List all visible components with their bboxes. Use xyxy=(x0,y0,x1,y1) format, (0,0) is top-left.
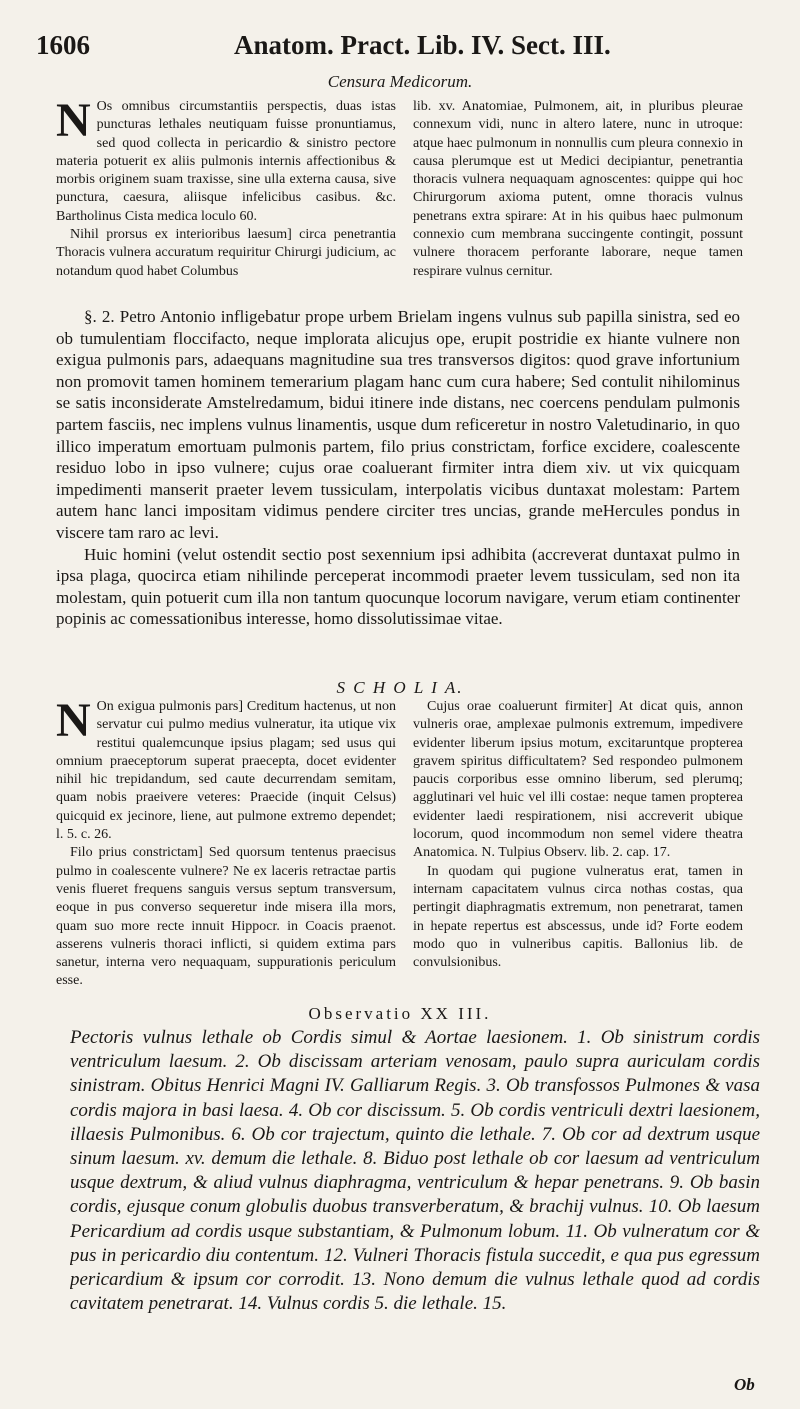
censura-paragraph: Nihil prorsus ex interioribus laesum] circa penetrantia Thoracis vulnera accuratum requiritur Chirurgi judicium, ac notandum quod habet Columbus xyxy=(56,227,396,279)
page-header xyxy=(36,30,756,64)
scholia-heading: S C H O L I A. xyxy=(336,678,464,697)
running-title: Anatom. Pract. Lib. IV. Sect. III. xyxy=(234,30,611,60)
observatio-title: Observatio XX III. xyxy=(308,1004,492,1023)
main-paragraph: Huic homini (velut ostendit sectio post sexennium ipsi adhibita (accreverat duntaxat pulmo in ipsa plaga, quocirca etiam nihilinde perceperat incommodi praeter levem tussiculam, sed non ita molestam, quin potuerit cum illa non tantum quocunque locorum navigare, verum etiam continenter popinis ac comessationibus interesse, homo dissolutissimae vitae. xyxy=(56,544,740,629)
catchword: Ob xyxy=(734,1375,755,1394)
scholia-right-column xyxy=(413,698,743,998)
censura-right-column xyxy=(413,98,743,298)
main-paragraph: §. 2. Petro Antonio infligebatur prope urbem Brielam ingens vulnus sub papilla sinistra, sed eo ob tumulentiam floccifacto, neque implorata alicujus ope, erupit postridie ex hiante vulnere non exigua pulmonis pars, adaequans magnitudine sua tres transversos digitos: quod grave infortunium non promovit tamen hominem temerarium plagam hanc cum cura habere; Sed contulit nihilominus se satis inconsiderate Amstelredamum, bidui itinere inde distans, nec coercens pendulam pulmonis partem fasciis, nec implens vulnus linamentis, usque dum reficeretur in nostro Valetudinario, in quo illico imperatum emortuam pulmonis partem, filo prius constrictam, forfice excidere, coalescente residuo lobo in ipso vulnere; cujus orae coaluerant firmiter intra diem xiv. ut vix quicquam impedimenti manserit praeter levem tussiculam, interpolatis vicibus duntaxat molestam: Partem autem hanc lanci impositam vidimus pendere circiter tres uncias, grande meHercules pondus in viscere tam raro ac levi. xyxy=(56,307,740,542)
drop-cap-n: N xyxy=(56,698,91,747)
scholia-paragraph: Cujus orae coaluerunt firmiter] At dicat quis, annon vulneris orae, amplexae pulmonis extremum, impedivere evidenter liberum ipsius motum, excitaruntque propterea gravem spiritus difficultatem? Sed respondeo pulmonem paucis corporibus esse omnino liberum, sed plerumq; agglutinari vel huic vel illi costae: neque tamen propterea evidenter laedi respirationem, nisi accreverit ubique locorum, quod incommodum non semel videre theatra Anatomica. N. Tulpius Observ. lib. 2. cap. 17. xyxy=(413,699,743,861)
observatio-text: Pectoris vulnus lethale ob Cordis simul & Aortae laesionem. 1. Ob sinistrum cordis ventriculum laesum. 2. Ob discissam arteriam venosam, paulo supra auriculam cordis sinistram. Obitus Henrici Magni IV. Galliarum Regis. 3. Ob transfossos Pulmones & vasa cordis majora in basi laesa. 4. Ob cor discissum. 5. Ob cordis ventriculi dextri laesionem, illaesis Pulmonibus. 6. Ob cor trajectum, quinto die lethale. 7. Ob cor ad dextrum usque sinum laesum. xv. demum die lethale. 8. Biduo post lethale ob cor laesum ad ventriculum usque dextrum, & aliud vulnus diaphragma, ventriculum & hepar penetrans. 9. Ob basin cordis, ejusque conum globulis duobus transverberatum, & brachij vulnus. 10. Ob laesum Pericardium ad cordis usque substantiam, & Pulmonum lobum. 11. Ob vulneratum cor & pus in pericardio diu contentum. 12. Vulneri Thoracis fistula succedit, e qua pus egressum pericardium & ipsum cor corrodit. 13. Nono demum die vulnus lethale quod ad cordis cavitatem penetrarat. 14. Vulnus cordis 5. die lethale. 15. xyxy=(70,1027,760,1315)
censura-heading: Censura Medicorum. xyxy=(327,72,473,91)
main-text xyxy=(56,306,740,676)
scholia-paragraph: Filo prius constrictam] Sed quorsum tentenus praecisus pulmo in coalescente vulnere? Ne ex laceris retractae partis venis flueret frequens sanguis versus septum transversum, eoque in pus converso sequeretur inde misera illa mors, quam suo more recte innuit Hippocr. in Coacis praenot. asserens vulneris thoraci inflicti, si quidem extima pars sanetur, interna vero nequaquam, suppurationis periculum esse. xyxy=(56,845,396,989)
scholia-paragraph: In quodam qui pugione vulneratus erat, tamen in internam capacitatem vulnus circa nothas costas, qua pertingit diaphragmatis extremum, non penetrarat, tamen in hepate repertus est abscessus, unde id? Forte eodem modo quo in vulneribus capitis. Ballonius lib. de convulsionibus. xyxy=(413,863,743,971)
censura-left-column xyxy=(56,98,396,298)
scholia-paragraph: On exigua pulmonis pars] Creditum hactenus, ut non servatur cui pulmo medius vulneratur, ita utique vix restitui qualemcunque ipsius plagam; sed usus qui omnium praeceptorum superat praecepta, docet evidenter nihil hic trepidandum, sed caute decurrendam semitam, quam nobis praeivere veteres: Praecide (inquit Celsus) quicquid ex jecinore, liene, aut pulmone extremo dependet; l. 5. c. 26. xyxy=(56,699,396,843)
scholia-left-column xyxy=(56,698,396,998)
censura-paragraph: Os omnibus circumstantiis perspectis, duas istas puncturas lethales neutiquam fuisse pronuntiamus, sed quod collecta in pericardio & sinistro pectore materia potuerit ex aliis pulmonis internis affectionibus & morbis originem suam traxisse, sine ulla externa causa, sive punctura, caesura, aliisque infelicibus casibus. &c. Bartholinus Cista medica loculo 60. xyxy=(56,99,396,224)
drop-cap-n: N xyxy=(56,98,91,147)
censura-paragraph: lib. xv. Anatomiae, Pulmonem, ait, in pluribus pleurae connexum vidi, nunc in altero latere, nunc in utroque: atque haec pulmonum in nonnullis cum pleura connexio in causa plerumque est ut Medici decipiantur, penetrantia thoracis vulnera nequaquam agnoscentes: quippe qui hoc Chirurgorum axioma putent, omne thoracis vulnus penetrans extra spirare: At in his quibus haec pulmonum connexio cum membrana succingente contingit, possunt vulnere thoracem perforante laborare, neque tamen respirare vulnus cernitur. xyxy=(413,99,743,279)
page-number: 1606 xyxy=(36,30,90,60)
